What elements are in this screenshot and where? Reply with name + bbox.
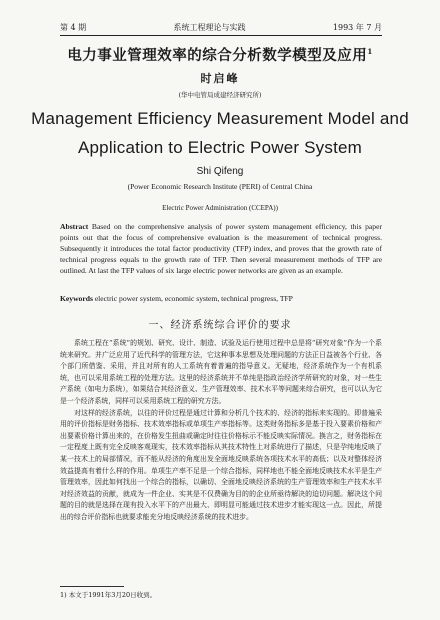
body-paragraph-1: 系统工程在“系统”的规划、研究、设计、制造、试验及运行使用过程中总是将“研究对象”作为一个系统来研究。并广泛应用了近代科学的管理方法，它这种事本思想及处理问题的方法正日益被各个行业、各个部门所借鉴、采用，并且对所有的人工系统有着普遍的指导意义。无疑地，经济系统作为一个有机系统，也可以采用系统工程的处理方法。这里的经济系统并不单纯是指政治经济学所研究的对象，对一些生产系统（如电力系统），如果结合其经济意义、生产管理效率、技术水平等问题来综合研究，也可以认为它是一个经济系统，同样可以采用系统工程的研究方法。 <box>60 339 382 405</box>
journal-name: 系统工程理论与实践 <box>173 23 246 32</box>
section-heading: 一、经济系统综合评价的要求 <box>148 320 292 331</box>
body-paragraph-2: 对这样的经济系统，以往的评价过程是通过计算和分析几个技术的、经济的指标来实现的。即普遍采用的评价指标是财务指标、技术效率指标或单项生产率指标等。这类财务指标多是基于投入要素价格和产出要素价格计算出来的，在价格发生扭曲或确定时往往价格标示不能反映实际情况。换言之，财务指标在一定程度上既有完全反映客观现实，技术效率指标从其技术特性上对系统进行了描述，只是孕纯地反映了某一技术上的局部情况，而不能从经济的角度出发全面地反映系统各项技术水平的高低；以及对整体经济效益提高有着什么样的作用。单项生产率不足是一个综合指标，同样地也不能全面地反映技术水平是生产管理效率，因此如何找出一个综合的指标，以确切、全面地反映经济系统的生产管理效率和生产技术水平对经济效益的贡献，就成为一件企业、实其是不仅费确为目的的企业所亟待解决的迫切问题。解决这个问题的目的就是选择在现有投入水平下的产出最大、即明显可能通过技术进步才能实现这一点。因此，所提出的综合评价指标也就要求能充分地反映经济系统的技术进步。 <box>60 408 382 521</box>
footnote: 1) 本文于1991年3月20日收到。 <box>60 591 157 599</box>
chinese-title-text: 电力事业管理效率的综合分析数学模型及应用 <box>67 47 368 64</box>
chinese-author: 时启峰 <box>200 72 240 85</box>
english-title-line1: Management Efficiency Measurement Model and <box>31 109 409 128</box>
chinese-title <box>0 44 440 65</box>
issue-number: 第 4 期 <box>60 23 87 32</box>
keywords-label: Keywords <box>60 294 93 303</box>
english-title-line2: Application to Electric Power System <box>77 138 363 157</box>
keywords <box>60 294 382 303</box>
title-footnote-mark: 1 <box>367 47 373 57</box>
abstract-text: Based on the comprehensive analysis of power system management efficiency, this paper points out that the focus of comprehensive evaluation is the measurement of technical progress. Subsequently it introduces the total factor productivity (TFP) index, and proves that the growth rate of technical progress equals to the growth rate of TFP. Then several measurement methods of TFP are outlined. At last the TFP values of six large electric power networks are given as an example. <box>60 222 382 275</box>
english-title <box>0 104 440 162</box>
english-author: Shi Qifeng <box>196 166 244 177</box>
english-affiliation-line2: Electric Power Administration (CCEPA)) <box>162 204 278 212</box>
english-affiliation-line1: (Power Economic Research Institute (PERI) of Central China <box>127 182 313 191</box>
keywords-text: electric power system, economic system, technical progress, TFP <box>94 294 293 303</box>
footnote-divider <box>60 586 124 587</box>
running-header <box>60 22 382 36</box>
publication-date: 1993 年 7 月 <box>332 23 382 32</box>
body-text <box>60 338 382 524</box>
abstract <box>60 222 382 277</box>
abstract-label: Abstract <box>60 222 89 231</box>
chinese-affiliation: (华中电管局成建经济研究所) <box>178 91 262 99</box>
